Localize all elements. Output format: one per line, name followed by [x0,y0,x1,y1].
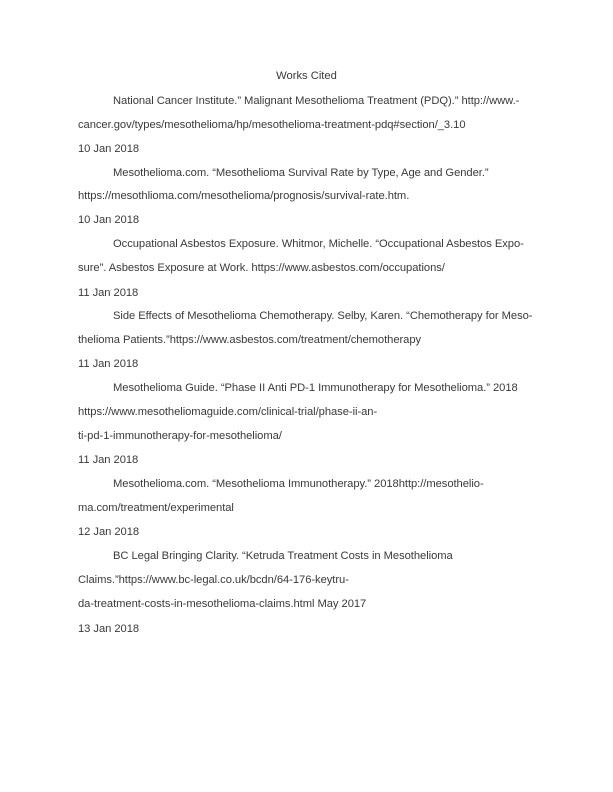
citation-line: National Cancer Institute.” Malignant Mesothelioma Treatment (PDQ).” http://www.- [113,95,520,107]
citation-line: Side Effects of Mesothelioma Chemotherapy. Selby, Karen. “Chemotherapy for Meso- [113,310,533,322]
citation-access-date: 10 Jan 2018 [78,143,140,155]
citation-line: https://mesothlioma.com/mesothelioma/prognosis/survival-rate.htm. [78,190,410,202]
citation-line: sure”. Asbestos Exposure at Work. https://www.asbestos.com/occupations/ [78,262,445,274]
citation-line: Mesothelioma.com. “Mesothelioma Immunotherapy.” 2018http://mesothelio- [113,478,484,490]
citation-access-date: 11 Jan 2018 [78,358,139,370]
citation-line: Mesothelioma Guide. “Phase II Anti PD-1 Immunotherapy for Mesothelioma.” 2018 [113,382,518,394]
citation-line: ma.com/treatment/experimental [78,502,234,514]
citation-line: da-treatment-costs-in-mesothelioma-claims.html May 2017 [78,598,367,610]
page-title: Works Cited [276,70,337,82]
citation-access-date: 10 Jan 2018 [78,214,140,226]
citation-line: https://www.mesotheliomaguide.com/clinical-trial/phase-ii-an- [78,406,378,418]
citation-access-date: 13 Jan 2018 [78,623,140,635]
citation-access-date: 11 Jan 2018 [78,454,139,466]
citation-line: Claims.”https://www.bc-legal.co.uk/bcdn/64-176-keytru- [78,574,349,586]
citation-line: cancer.gov/types/mesothelioma/hp/mesothelioma-treatment-pdq#section/_3.10 [78,119,466,131]
citation-access-date: 11 Jan 2018 [78,287,139,299]
citation-line: Occupational Asbestos Exposure. Whitmor, Michelle. “Occupational Asbestos Expo- [113,238,524,250]
citation-access-date: 12 Jan 2018 [78,526,140,538]
citation-line: thelioma Patients.”https://www.asbestos.com/treatment/chemotherapy [78,334,422,346]
citation-line: Mesothelioma.com. “Mesothelioma Survival Rate by Type, Age and Gender.” [113,167,489,179]
citation-line: BC Legal Bringing Clarity. “Ketruda Treatment Costs in Mesothelioma [113,550,453,562]
citation-line: ti-pd-1-immunotherapy-for-mesothelioma/ [78,430,282,442]
